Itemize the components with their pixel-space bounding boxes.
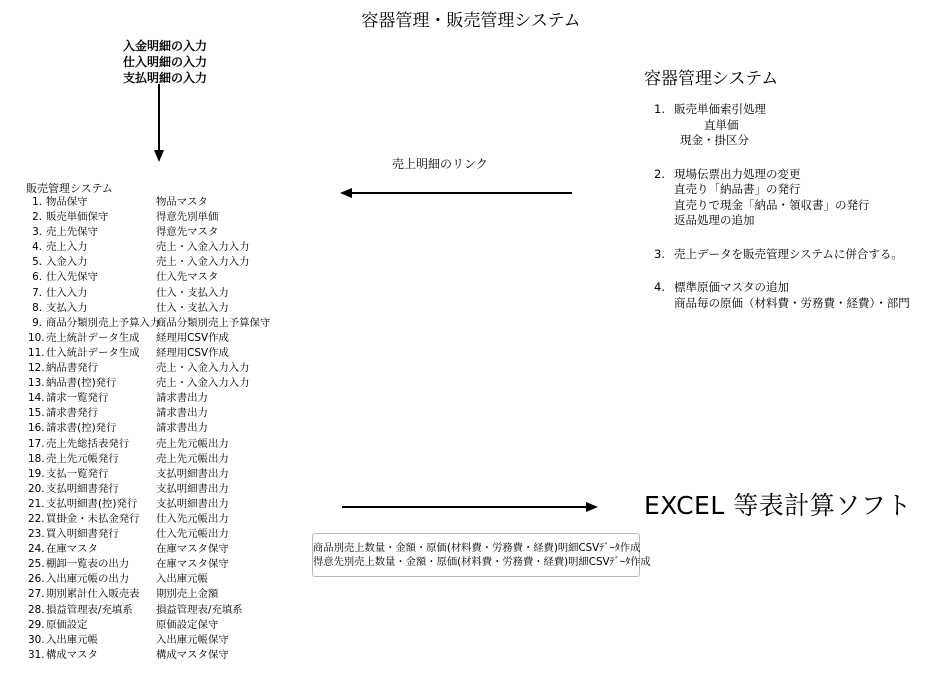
row-name: 原価設定	[46, 618, 88, 631]
row-name: 買入明細書発行	[46, 528, 119, 541]
row-number: 7.	[32, 286, 42, 299]
row-function: 請求書出力	[156, 407, 208, 420]
row-number: 18.	[28, 452, 45, 465]
link-label: 売上明細のリンク	[392, 157, 488, 171]
row-number: 3.	[32, 226, 42, 239]
row-name: 売上先保守	[46, 226, 98, 239]
row-function: 構成マスタ保守	[156, 648, 229, 661]
row-name: 棚卸一覧表の出力	[46, 558, 130, 571]
row-function: 経理用CSV作成	[156, 331, 229, 344]
row-name: 買掛金・未払金発行	[46, 512, 140, 525]
row-number: 4.	[32, 241, 42, 254]
row-function: 仕入先元帳出力	[156, 528, 229, 541]
row-name: 支払入力	[46, 301, 88, 314]
row-number: 24.	[28, 543, 45, 556]
item-subtext: 現金・掛区分	[680, 133, 749, 147]
item-text: 標準原価マスタの追加	[674, 280, 789, 294]
row-number: 1.	[32, 196, 42, 208]
row-name: 物品保守	[46, 196, 88, 208]
item-number: 4.	[654, 280, 665, 294]
row-number: 5.	[32, 256, 42, 269]
row-function: 売上・入金入力入力	[156, 256, 250, 269]
item-number: 2.	[654, 166, 665, 181]
row-function: 在庫マスタ保守	[156, 543, 229, 556]
row-name: 納品書発行	[46, 362, 98, 375]
row-number: 14.	[28, 392, 45, 405]
row-number: 6.	[32, 271, 42, 284]
row-name: 在庫マスタ	[46, 543, 98, 556]
item-subtext: 返品処理の追加	[674, 213, 755, 227]
container-item	[654, 280, 942, 311]
row-name: 損益管理表/充填系	[46, 603, 133, 616]
row-function: 支払明細書出力	[156, 497, 229, 510]
row-function: 売上・入金入力入力	[156, 377, 250, 390]
row-name: 入出庫元帳の出力	[46, 573, 130, 586]
row-number: 15.	[28, 407, 45, 420]
row-function: 売上・入金入力入力	[156, 362, 250, 375]
row-function: 請求書出力	[156, 422, 208, 435]
row-name: 支払明細書発行	[46, 482, 119, 495]
row-name: 仕入統計データ生成	[46, 346, 140, 359]
row-number: 20.	[28, 482, 45, 495]
arrow-to-excel	[342, 502, 598, 512]
row-name: 請求書発行	[46, 407, 98, 420]
row-number: 26.	[28, 573, 45, 586]
row-function: 期別売上金額	[156, 588, 219, 601]
row-number: 29.	[28, 618, 45, 631]
csv-output-box	[312, 533, 651, 577]
row-number: 8.	[32, 301, 42, 314]
input-note: 入金明細の入力	[122, 39, 207, 53]
row-name: 売上先総括表発行	[46, 437, 130, 450]
row-name: 売上統計データ生成	[46, 331, 140, 344]
sales-system-title: 販売管理システム	[26, 182, 113, 195]
row-function: 支払明細書出力	[156, 482, 229, 495]
row-number: 9.	[32, 316, 42, 329]
row-name: 期別累計仕入販売表	[46, 588, 140, 601]
row-function: 支払明細書出力	[156, 467, 229, 480]
row-name: 支払一覧発行	[46, 467, 109, 480]
row-number: 16.	[28, 422, 45, 435]
row-function: 在庫マスタ保守	[156, 558, 229, 571]
row-name: 商品分類別売上予算入力	[46, 316, 161, 329]
container-system-list	[654, 102, 942, 329]
container-item	[654, 102, 942, 149]
row-name: 仕入入力	[46, 286, 88, 299]
row-function: 仕入先マスタ	[156, 271, 219, 284]
row-function: 売上・入金入力入力	[156, 241, 250, 254]
row-function: 請求書出力	[156, 392, 208, 405]
page-title: 容器管理・販売管理システム	[361, 11, 581, 31]
row-function: 入出庫元帳保守	[156, 633, 229, 646]
row-function: 経理用CSV作成	[156, 346, 229, 359]
row-number: 21.	[28, 497, 45, 510]
row-function: 物品マスタ	[156, 196, 208, 208]
row-function: 入出庫元帳	[156, 573, 208, 586]
row-function: 原価設定保守	[156, 618, 219, 631]
row-name: 構成マスタ	[46, 648, 98, 661]
row-number: 23.	[28, 528, 45, 541]
input-note: 仕入明細の入力	[122, 55, 207, 69]
row-function: 売上先元帳出力	[156, 452, 229, 465]
row-number: 19.	[28, 467, 45, 480]
row-number: 31.	[28, 648, 45, 661]
row-number: 17.	[28, 437, 45, 450]
arrow-link-to-sales	[340, 188, 572, 198]
row-name: 販売単価保守	[46, 211, 109, 224]
item-text: 現場伝票出力処理の変更	[674, 166, 801, 181]
row-number: 2.	[32, 211, 42, 224]
container-item	[654, 247, 942, 263]
row-function: 得意先マスタ	[156, 226, 219, 239]
csv-note: 得意先別売上数量・金額・原価(材料費・労務費・経費)明細CSVﾃﾞｰﾀ作成	[313, 556, 651, 568]
row-number: 30.	[28, 633, 45, 646]
item-number: 3.	[654, 246, 665, 261]
item-text: 売上データを販売管理システムに併合する。	[674, 246, 903, 261]
row-number: 27.	[28, 588, 45, 601]
container-item	[654, 167, 942, 229]
row-name: 入出庫元帳	[46, 633, 98, 646]
row-function: 損益管理表/充填系	[156, 603, 243, 616]
row-number: 25.	[28, 558, 45, 571]
row-name: 支払明細書(控)発行	[46, 497, 138, 510]
row-number: 22.	[28, 512, 45, 525]
item-subtext: 直売り「納品書」の発行	[674, 182, 801, 196]
row-function: 商品分類別売上予算保守	[156, 316, 271, 329]
row-number: 11.	[28, 346, 45, 359]
input-notes	[110, 38, 220, 86]
item-text: 販売単価索引処理	[674, 102, 766, 116]
row-function: 得意先別単価	[156, 211, 219, 224]
item-number: 1.	[654, 102, 665, 116]
excel-label: EXCEL 等表計算ソフト	[644, 491, 912, 520]
item-subtext: 直単価	[704, 117, 739, 132]
item-subtext: 商品毎の原価（材料費・労務費・経費）・部門	[674, 295, 910, 310]
row-name: 納品書(控)発行	[46, 377, 117, 390]
row-name: 請求一覧発行	[46, 392, 109, 405]
csv-note: 商品別売上数量・金額・原価(材料費・労務費・経費)明細CSVﾃﾞｰﾀ作成	[313, 542, 641, 554]
row-number: 13.	[28, 377, 45, 390]
item-subtext: 直売りで現金「納品・領収書」の発行	[674, 197, 870, 212]
row-function: 仕入先元帳出力	[156, 512, 229, 525]
row-number: 12.	[28, 362, 45, 375]
row-function: 売上先元帳出力	[156, 437, 229, 450]
row-number: 28.	[28, 603, 45, 616]
row-function: 仕入・支払入力	[156, 286, 229, 299]
row-name: 売上入力	[46, 241, 88, 254]
row-name: 仕入先保守	[46, 271, 98, 284]
input-note: 支払明細の入力	[122, 71, 207, 85]
row-name: 入金入力	[46, 256, 88, 269]
container-system-title: 容器管理システム	[644, 69, 779, 89]
arrow-down-to-sales	[154, 84, 164, 162]
row-name: 請求書(控)発行	[46, 422, 117, 435]
row-name: 売上先元帳発行	[46, 452, 119, 465]
row-number: 10.	[28, 331, 45, 344]
row-function: 仕入・支払入力	[156, 301, 229, 314]
